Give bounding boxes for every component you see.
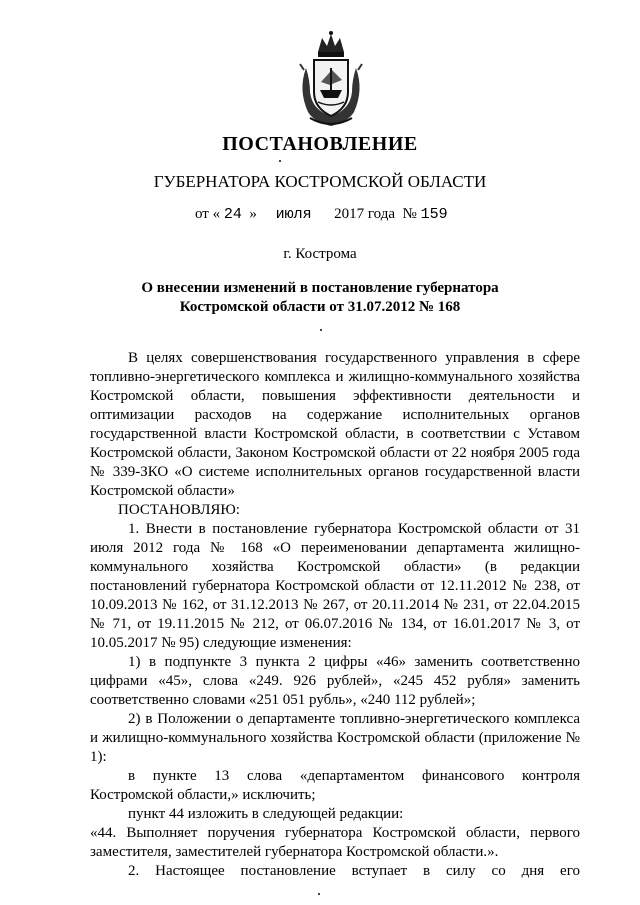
body-paragraph-item-1: 1. Внести в постановление губернатора Костромской области от 31 июля 2012 года № 168 «О переименовании департамента жилищно-коммунального хозяйства Костромской области» (в редакции постановлений губернатора Костромской области от 12.11.2012 № 238, от 10.09.2013 № 162, от 31.12.2013 № 267, от 20.11.2014 № 231, от 22.04.2015 № 71, от 19.11.2015 № 212, от 06.07.2016 № 134, от 16.01.2017 № 3, от 10.05.2017 № 95) следующие изменения:	[90, 521, 580, 651]
body-paragraph-point-44: пункт 44 изложить в следующей редакции:	[128, 806, 404, 822]
date-prefix: от	[195, 206, 209, 222]
body-paragraph-subitem-1: 1) в подпункте 3 пункта 2 цифры «46» заменить соответственно цифрами «45», слова «249. 926 рублей», «245 452 рубля» заменить соответственно словами «251 051 рубль», «240 112 рублей»;	[90, 654, 580, 708]
date-month: июля	[275, 206, 312, 223]
body-paragraph-subitem-2: 2) в Положении о департаменте топливно-энергетического комплекса и жилищно-коммунального хозяйства Костромской области (приложение № 1):	[90, 711, 580, 765]
body-paragraph-point-44-text: «44. Выполняет поручения губернатора Костромской области, первого заместителя, заместителей губернатора Костромской области.».	[90, 825, 580, 860]
document-heading	[0, 279, 640, 317]
date-line	[195, 206, 448, 223]
date-day-close: »	[249, 206, 257, 222]
document-title: ПОСТАНОВЛЕНИЕ	[222, 133, 418, 155]
document-number: 159	[420, 206, 448, 223]
date-day-open: «	[212, 206, 221, 222]
body-paragraph-resolve: ПОСТАНОВЛЯЮ:	[118, 502, 240, 518]
heading-line-1: О внесении изменений в постановление губернатора	[141, 280, 499, 296]
scan-speck	[279, 160, 281, 162]
scan-speck	[320, 329, 322, 331]
heading-line-2: Костромской области от 31.07.2012 № 168	[179, 299, 461, 315]
coat-of-arms-emblem	[296, 30, 366, 130]
number-sign: №	[402, 206, 417, 222]
date-day: 24	[223, 206, 242, 223]
issuer-line: ГУБЕРНАТОРА КОСТРОМСКОЙ ОБЛАСТИ	[153, 172, 487, 191]
body-paragraph-point-13: в пункте 13 слова «департаментом финансового контроля Костромской области,» исключить;	[90, 768, 580, 803]
date-year: 2017 года	[334, 206, 396, 222]
city-line: г. Кострома	[283, 246, 357, 262]
body-paragraph-item-2: 2. Настоящее постановление вступает в силу со дня его	[128, 863, 580, 879]
document-body	[90, 349, 580, 881]
scan-speck	[318, 893, 320, 895]
body-paragraph-preamble: В целях совершенствования государственного управления в сфере топливно-энергетического комплекса и жилищно-коммунального хозяйства Костромской области, повышения эффективности деятельности и оптимизации расходов на содержание исполнительных органов государственной власти Костромской области, в соответствии с Уставом Костромской области, Законом Костромской области от 22 ноября 2005 года № 339-ЗКО «О системе исполнительных органов государственной власти Костромской области»	[90, 350, 580, 499]
